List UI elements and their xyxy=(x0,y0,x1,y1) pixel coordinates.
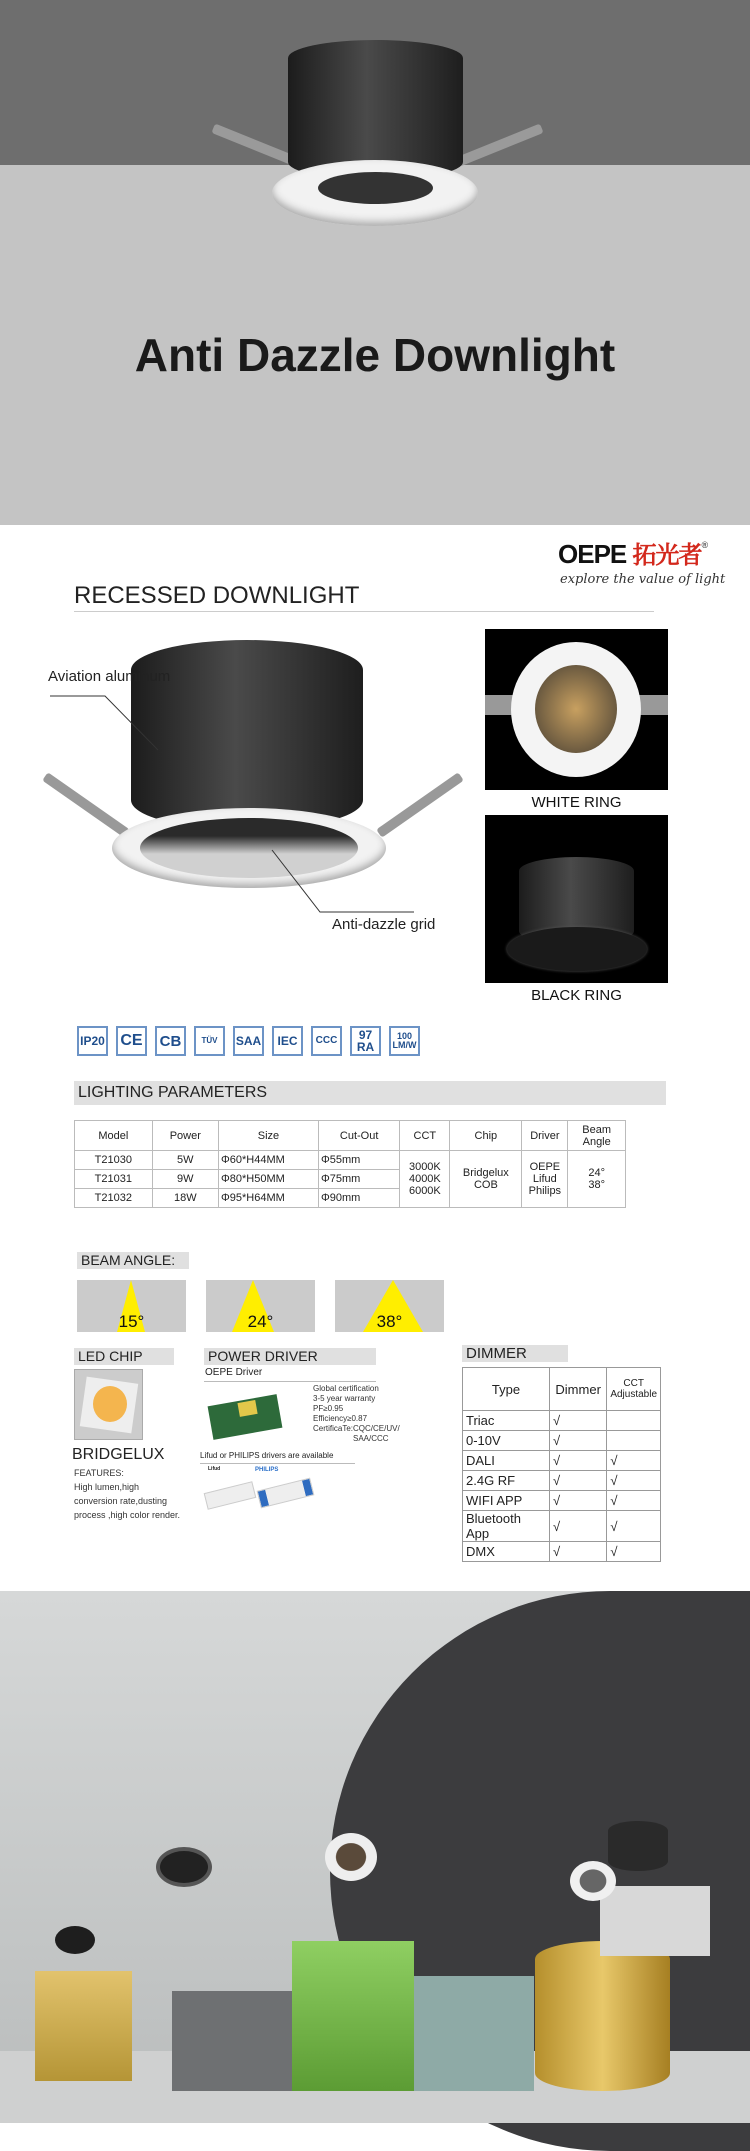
black-ring-image xyxy=(485,815,668,983)
hero-title: Anti Dazzle Downlight xyxy=(134,329,616,381)
features-text: High lumen,high conversion rate,dusting process ,high color render. xyxy=(74,1482,181,1520)
lighting-parameters-header: LIGHTING PARAMETERS xyxy=(74,1081,666,1105)
certification-badges xyxy=(77,1026,420,1056)
table-row xyxy=(463,1491,661,1511)
lifud-logo: Lifud xyxy=(208,1466,221,1472)
cell-dimmer: √ xyxy=(550,1471,607,1491)
cell-dimmer: √ xyxy=(550,1542,607,1562)
dimmer-table xyxy=(462,1367,661,1562)
anti-dazzle-grid xyxy=(140,818,358,878)
cell-dimmer: √ xyxy=(550,1511,607,1542)
philips-driver-image xyxy=(257,1478,315,1509)
beam-15 xyxy=(77,1280,186,1332)
table-row xyxy=(463,1451,661,1471)
badge-cb: CB xyxy=(155,1026,186,1056)
badge-iec: IEC xyxy=(272,1026,303,1056)
divider xyxy=(200,1463,355,1464)
driver-board-image xyxy=(208,1394,283,1440)
col-beam: Beam Angle xyxy=(568,1121,626,1151)
spec-item: CertificaTe:CQC/CE/UV/ xyxy=(313,1424,400,1433)
cell-size: Φ60*H44MM xyxy=(218,1151,318,1170)
col-power: Power xyxy=(152,1121,218,1151)
col-model: Model xyxy=(75,1121,153,1151)
table-row xyxy=(75,1151,626,1170)
badge-ce: CE xyxy=(116,1026,147,1056)
cell-dimmer: √ xyxy=(550,1431,607,1451)
spec-item: PF≥0.95 xyxy=(313,1404,344,1413)
cell-cutout: Φ90mm xyxy=(318,1189,399,1208)
col-cct-adjustable: CCT Adjustable xyxy=(607,1368,661,1411)
badge-saa: SAA xyxy=(233,1026,264,1056)
cell-model: T21031 xyxy=(75,1170,153,1189)
cell-cct xyxy=(607,1411,661,1431)
col-size: Size xyxy=(218,1121,318,1151)
features-label: FEATURES: xyxy=(74,1468,124,1478)
dimmer-header: DIMMER xyxy=(462,1345,568,1362)
driver-subtitle: OEPE Driver xyxy=(205,1367,263,1378)
philips-logo: PHILIPS xyxy=(255,1467,279,1473)
divider xyxy=(74,611,654,612)
lifestyle-scene xyxy=(0,1591,750,2123)
col-cutout: Cut-Out xyxy=(318,1121,399,1151)
spec-item: SAA/CCC xyxy=(353,1434,389,1443)
beam-angle-header: BEAM ANGLE: xyxy=(77,1252,189,1269)
led-chip-image xyxy=(74,1369,143,1440)
downlight-body xyxy=(288,40,463,180)
cell-beam: 24° 38° xyxy=(568,1151,626,1208)
table-row xyxy=(463,1411,661,1431)
downlight-floating xyxy=(160,1851,208,1883)
cell-cct: √ xyxy=(607,1451,661,1471)
cell-power: 18W xyxy=(152,1189,218,1208)
downlight-floating xyxy=(325,1833,377,1881)
col-driver: Driver xyxy=(522,1121,568,1151)
cell-type: Triac xyxy=(463,1411,550,1431)
cell-type: DMX xyxy=(463,1542,550,1562)
downlight-floating xyxy=(608,1821,668,1871)
badge-100lmw: 100 LM/W xyxy=(389,1026,420,1056)
gold-block xyxy=(35,1971,132,2081)
chip-brand: BRIDGELUX xyxy=(72,1446,165,1463)
brand-tagline: explore the value of light xyxy=(560,572,726,587)
cell-dimmer: √ xyxy=(550,1491,607,1511)
cell-cct: √ xyxy=(607,1542,661,1562)
table-row xyxy=(463,1511,661,1542)
cell-cct: √ xyxy=(607,1491,661,1511)
downlight-floating xyxy=(570,1861,616,1901)
cell-size: Φ95*H64MM xyxy=(218,1189,318,1208)
white-ring-image xyxy=(485,629,668,790)
col-type: Type xyxy=(463,1368,550,1411)
table-row xyxy=(463,1471,661,1491)
spec-item: Efficiency≥0.87 xyxy=(313,1414,368,1423)
green-block xyxy=(292,1941,414,2091)
beam-label: 24° xyxy=(247,1312,274,1331)
spring-clip-right xyxy=(376,772,464,838)
spec-item: Global certification xyxy=(313,1384,379,1393)
table-header-row xyxy=(463,1368,661,1411)
callout-aviation-aluminum: Aviation aluminum xyxy=(48,668,171,685)
teal-block xyxy=(414,1976,534,2091)
cell-power: 9W xyxy=(152,1170,218,1189)
black-ring-label: BLACK RING xyxy=(531,987,622,1004)
cell-cct: √ xyxy=(607,1511,661,1542)
cell-type: WIFI APP xyxy=(463,1491,550,1511)
col-dimmer: Dimmer xyxy=(550,1368,607,1411)
table-row xyxy=(463,1542,661,1562)
divider xyxy=(204,1381,376,1382)
brand-name-cn: 拓光者 xyxy=(632,542,702,569)
gold-cylinder xyxy=(535,1941,670,2091)
power-driver-header: POWER DRIVER xyxy=(204,1348,376,1365)
badge-97ra: 97 RA xyxy=(350,1026,381,1056)
parameters-table xyxy=(74,1120,626,1208)
gray-block xyxy=(172,1991,292,2091)
cell-cutout: Φ55mm xyxy=(318,1151,399,1170)
cell-cutout: Φ75mm xyxy=(318,1170,399,1189)
spring-clip-left xyxy=(42,772,130,838)
black-ring xyxy=(507,927,647,971)
cell-model: T21030 xyxy=(75,1151,153,1170)
table-row xyxy=(463,1431,661,1451)
cell-cct xyxy=(607,1431,661,1451)
cell-dimmer: √ xyxy=(550,1451,607,1471)
beam-label: 15° xyxy=(118,1312,145,1331)
section-title: RECESSED DOWNLIGHT xyxy=(74,582,360,609)
beam-24 xyxy=(206,1280,315,1332)
led-chip-header: LED CHIP xyxy=(74,1348,174,1365)
cell-chip: Bridgelux COB xyxy=(450,1151,522,1208)
cell-type: DALI xyxy=(463,1451,550,1471)
spec-item: 3-5 year warranty xyxy=(313,1394,376,1403)
badge-ip20: IP20 xyxy=(77,1026,108,1056)
cell-cct: 3000K 4000K 6000K xyxy=(400,1151,450,1208)
brand-name: OEPE xyxy=(558,539,627,569)
col-chip: Chip xyxy=(450,1121,522,1151)
cell-type: 0-10V xyxy=(463,1431,550,1451)
badge-ccc: CCC xyxy=(311,1026,342,1056)
registered-mark: ® xyxy=(701,540,708,550)
white-ring-label: WHITE RING xyxy=(531,794,622,811)
badge-tuv: TÜV xyxy=(194,1026,225,1056)
beam-38 xyxy=(335,1280,444,1332)
lifud-driver-image xyxy=(204,1481,257,1510)
cell-type: 2.4G RF xyxy=(463,1471,550,1491)
white-block xyxy=(600,1886,710,1956)
cell-driver: OEPE Lifud Philips xyxy=(522,1151,568,1208)
cell-power: 5W xyxy=(152,1151,218,1170)
anti-glare-grid xyxy=(318,172,433,204)
honeycomb-grid xyxy=(535,665,617,753)
beam-label: 38° xyxy=(376,1312,403,1331)
cell-model: T21032 xyxy=(75,1189,153,1208)
driver-specs xyxy=(313,1384,400,1444)
cell-size: Φ80*H50MM xyxy=(218,1170,318,1189)
cell-dimmer: √ xyxy=(550,1411,607,1431)
hero-banner xyxy=(0,0,750,525)
transformer xyxy=(237,1400,257,1417)
cell-type: Bluetooth App xyxy=(463,1511,550,1542)
col-cct: CCT xyxy=(400,1121,450,1151)
table-header-row xyxy=(75,1121,626,1151)
driver-note: Lifud or PHILIPS drivers are available xyxy=(200,1451,334,1460)
downlight-floating xyxy=(55,1926,95,1954)
callout-anti-dazzle-grid: Anti-dazzle grid xyxy=(332,916,436,933)
chip-phosphor xyxy=(93,1386,127,1422)
brand-logo xyxy=(558,540,707,570)
cell-cct: √ xyxy=(607,1471,661,1491)
